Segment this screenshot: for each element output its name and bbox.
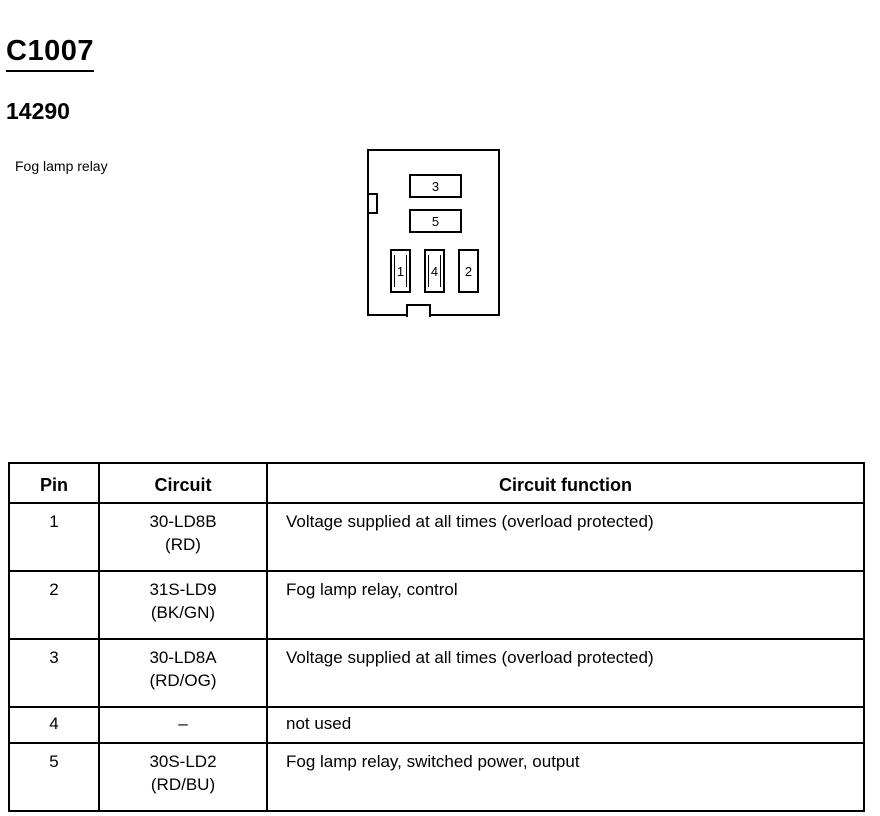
terminal-slot-2 xyxy=(458,249,479,293)
circuit-code: – xyxy=(178,714,188,733)
table-row xyxy=(9,743,864,811)
terminal-slot-4 xyxy=(424,249,445,293)
pin-cell: 1 xyxy=(9,503,99,571)
table-row xyxy=(9,571,864,639)
circuit-code: 30S-LD2 xyxy=(149,752,217,771)
circuit-cell xyxy=(99,503,267,571)
wire-color: (RD/OG) xyxy=(149,671,217,690)
table-header-row xyxy=(9,463,864,503)
circuit-code: 31S-LD9 xyxy=(149,580,217,599)
part-number: 14290 xyxy=(6,98,70,124)
pinout-table xyxy=(8,462,865,812)
circuit-cell xyxy=(99,571,267,639)
circuit-cell xyxy=(99,743,267,811)
pin-cell: 4 xyxy=(9,707,99,743)
pin-column-header: Pin xyxy=(9,463,99,503)
wire-color: (BK/GN) xyxy=(150,603,216,622)
terminal-label: 4 xyxy=(430,263,439,279)
table-row xyxy=(9,639,864,707)
circuit-cell xyxy=(99,639,267,707)
function-column-header: Circuit function xyxy=(267,463,864,503)
function-cell: Voltage supplied at all times (overload protected) xyxy=(267,503,864,571)
connector-id-title: C1007 xyxy=(6,34,94,72)
function-cell: Voltage supplied at all times (overload protected) xyxy=(267,639,864,707)
connector-description: Fog lamp relay xyxy=(15,158,108,174)
pin-cell: 2 xyxy=(9,571,99,639)
terminal-label: 5 xyxy=(431,213,440,229)
terminal-label: 1 xyxy=(396,263,405,279)
wire-color: (RD/BU) xyxy=(150,775,216,794)
terminal-slot-3 xyxy=(409,174,462,198)
circuit-code: 30-LD8A xyxy=(149,648,217,667)
connector-face-diagram xyxy=(367,149,500,316)
connector-locking-tab xyxy=(367,193,378,214)
table-row xyxy=(9,503,864,571)
pin-cell: 3 xyxy=(9,639,99,707)
terminal-label: 2 xyxy=(464,263,473,279)
function-cell: Fog lamp relay, control xyxy=(267,571,864,639)
terminal-label: 3 xyxy=(431,178,440,194)
terminal-slot-5 xyxy=(409,209,462,233)
circuit-code: 30-LD8B xyxy=(149,512,217,531)
terminal-slot-1 xyxy=(390,249,411,293)
connector-key-tab xyxy=(406,304,431,317)
function-cell: not used xyxy=(267,707,864,743)
table-row xyxy=(9,707,864,743)
circuit-cell xyxy=(99,707,267,743)
function-cell: Fog lamp relay, switched power, output xyxy=(267,743,864,811)
wire-color: (RD) xyxy=(165,535,201,554)
pin-cell: 5 xyxy=(9,743,99,811)
circuit-column-header: Circuit xyxy=(99,463,267,503)
